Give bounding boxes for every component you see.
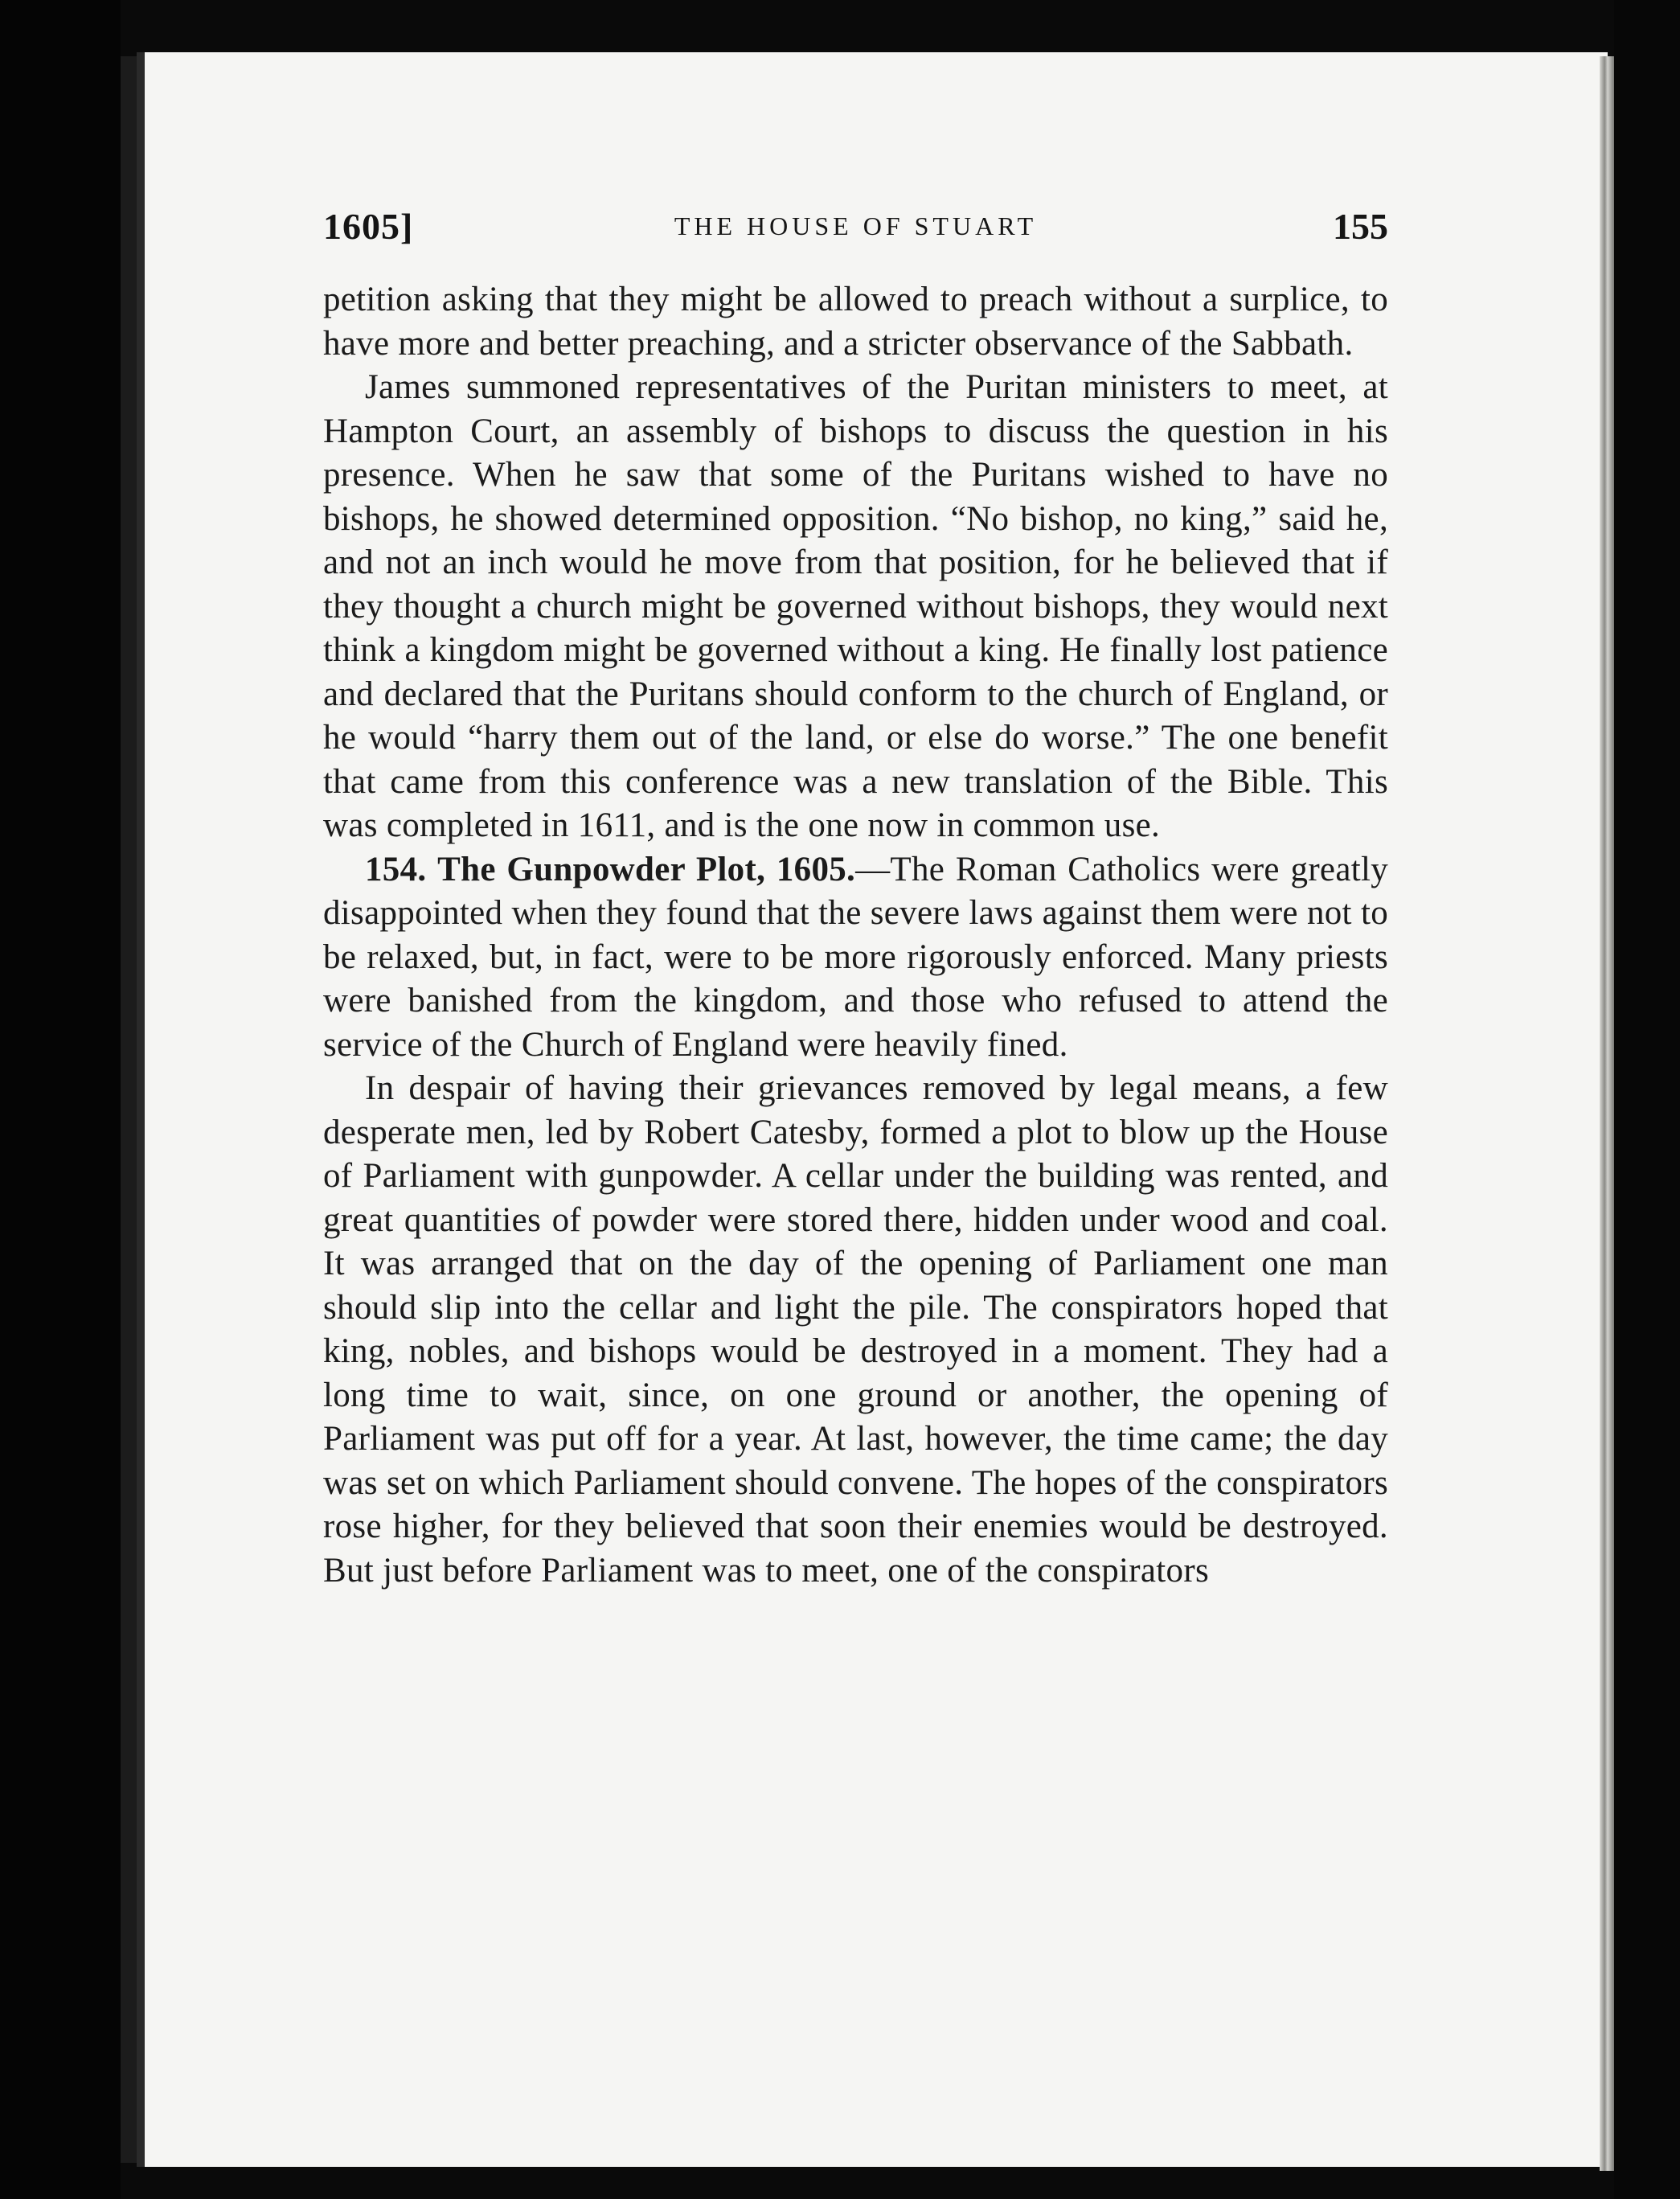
- scan-border-left: [0, 0, 121, 2199]
- scan-border-right: [1614, 0, 1680, 2199]
- page-stack-edge: [1600, 56, 1614, 2171]
- header-title: THE HOUSE OF STUART: [674, 211, 1038, 240]
- paragraph-plot: In despair of having their grievances removed by legal means, a few desperate men, led by Robert Catesby, formed a plot to blow up the House of Parliament with gunpowder. A cellar under the building was rented, and great quantities of powder were stored there, hidden under wood and coal. It was arranged that on the day of the opening of Parliament one man should slip into the cellar and light the pile. The conspirators hoped that king, nobles, and bishops would be destroyed in a moment. They had a long time to wait, since, on one ground or another, the opening of Parliament was put off for a year. At last, however, the time came; the day was set on which Parliament should convene. The hopes of the conspirators rose higher, for they believed that soon their enemies would be destroyed. But just before Parliament was to meet, one of the conspirators: [323, 1069, 1388, 1590]
- paragraph-continued: petition asking that they might be allowed to preach without a surplice, to have more and better preaching, and a stricter observance of the Sabbath.: [323, 281, 1388, 363]
- paragraph-hampton-court: James summoned representatives of the Puritan ministers to meet, at Hampton Court, an assembly of bishops to discuss the question in his presence. When he saw that some of the Puritans wished to have no bishops, he showed determined opposition. “No bishop, no king,” said he, and not an inch would he move from that position, for he believed that if they thought a church might be governed without bishops, they would next think a kingdom might be governed without a king. He finally lost patience and declared that the Puritans should conform to the church of England, or he would “harry them out of the land, or else do worse.” The one benefit that came from this conference was a new translation of the Bible. This was completed in 1611, and is the one now in common use.: [323, 368, 1388, 844]
- page-body: [323, 278, 1388, 1593]
- facing-page-edge: [121, 56, 137, 2163]
- running-header: [323, 205, 1388, 253]
- section-title: The Gunpowder Plot, 1605.: [437, 850, 856, 888]
- page-gutter: [137, 52, 145, 2167]
- section-paragraph: [323, 848, 1388, 1068]
- section-text: —The Roman Catholics were greatly disappointed when they found that the severe laws against them were not to be relaxed, but, in fact, were to be more rigorously enforced. Many priests were banished from the kingdom, and those who refused to attend the service of the Church of England were heavily fined.: [323, 850, 1388, 1064]
- header-date: 1605]: [323, 206, 414, 247]
- page-number: 155: [1333, 206, 1388, 247]
- section-number: 154.: [365, 850, 427, 888]
